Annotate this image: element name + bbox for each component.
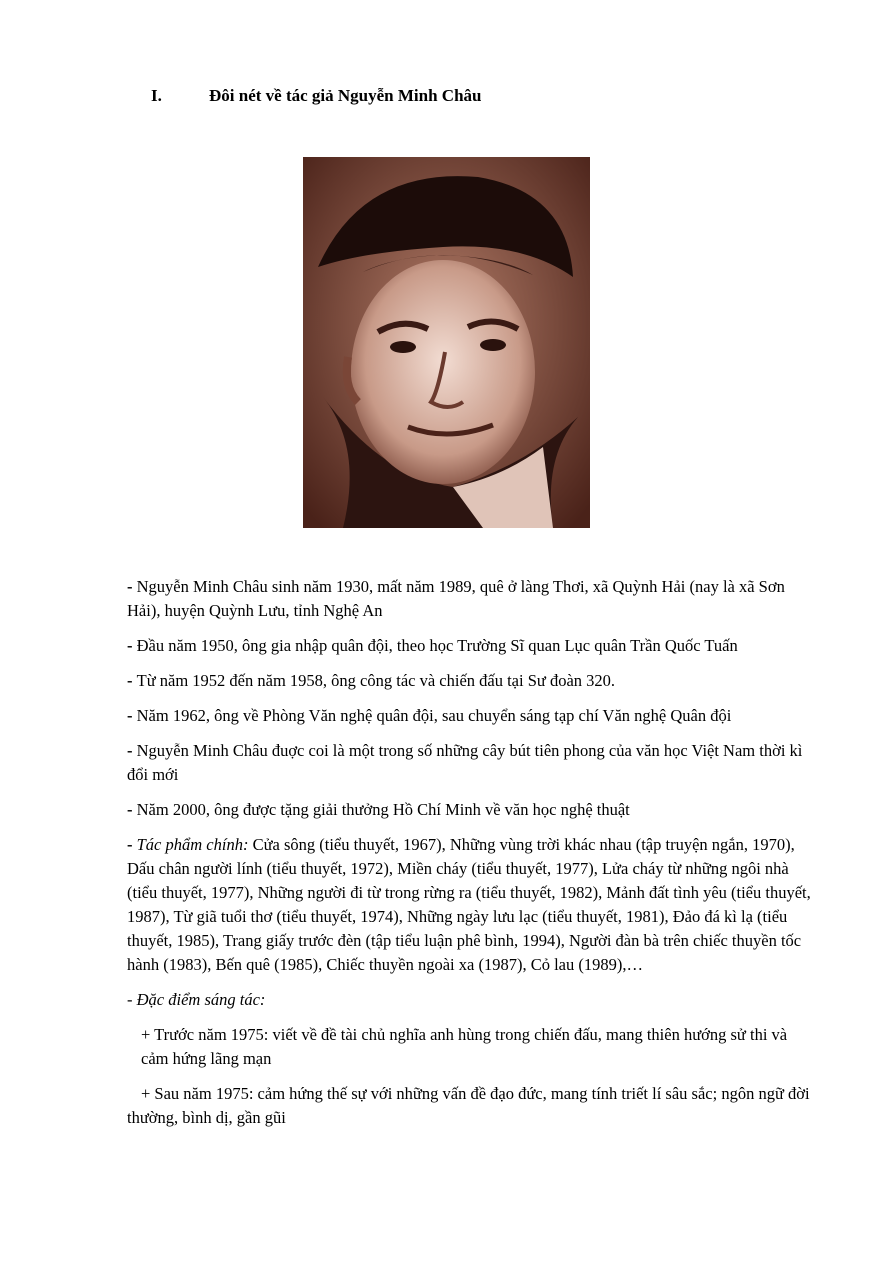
- paragraph-division: - Từ năm 1952 đến năm 1958, ông công tác và chiến đấu tại Sư đoàn 320.: [127, 671, 616, 690]
- paragraph-works: - Tác phẩm chính: Cửa sông (tiểu thuyết, 1967), Những vùng trời khác nhau (tập truyện ngắn, 1970), Dấu chân người lính (tiểu thuyết, 1972), Miền cháy (tiểu thuyết, 1977), Lửa cháy từ những ngôi nhà (tiểu thuyết, 1977), Những người đi từ trong rừng ra (tiểu thuyết, 1982), Mảnh đất tình yêu (tiểu thuyết, 1987), Từ giã tuổi thơ (tiểu thuyết, 1974), Những ngày lưu lạc (tiểu thuyết, 1981), Đảo đá kì lạ (tiểu thuyết, 1985), Trang giấy trước đèn (tập tiểu luận phê bình, 1994), Người đàn bà trên chiếc thuyền tốc hành (1983), Bến quê (1985), Chiếc thuyền ngoài xa (1987), Cỏ lau (1989),…: [127, 835, 811, 974]
- paragraph-army: - Đầu năm 1950, ông gia nhập quân đội, theo học Trường Sĩ quan Lục quân Trần Quốc Tuấn: [127, 636, 738, 655]
- paragraph-birth: - Nguyễn Minh Châu sinh năm 1930, mất năm 1989, quê ở làng Thơi, xã Quỳnh Hải (nay là xã Sơn Hải), huyện Quỳnh Lưu, tỉnh Nghệ An: [127, 577, 785, 620]
- style-label: Đặc điểm sáng tác:: [136, 990, 266, 1009]
- author-portrait-icon: [303, 157, 590, 528]
- works-list: Cửa sông (tiểu thuyết, 1967), Những vùng trời khác nhau (tập truyện ngắn, 1970), Dấu chân người lính (tiểu thuyết, 1972), Miền cháy (tiểu thuyết, 1977), Lửa cháy từ những ngôi nhà (tiểu thuyết, 1977), Những người đi từ trong rừng ra (tiểu thuyết, 1982), Mảnh đất tình yêu (tiểu thuyết, 1987), Từ giã tuổi thơ (tiểu thuyết, 1974), Những ngày lưu lạc (tiểu thuyết, 1981), Đảo đá kì lạ (tiểu thuyết, 1985), Trang giấy trước đèn (tập tiểu luận phê bình, 1994), Người đàn bà trên chiếc thuyền tốc hành (1983), Bến quê (1985), Chiếc thuyền ngoài xa (1987), Cỏ lau (1989),…: [127, 835, 811, 974]
- paragraph-style: - Đặc điểm sáng tác:: [127, 990, 266, 1009]
- paragraph-pioneer: - Nguyễn Minh Châu đuợc coi là một trong số những cây bút tiên phong của văn học Việt Nam thời kì đổi mới: [127, 741, 803, 784]
- paragraph-magazine: - Năm 1962, ông về Phòng Văn nghệ quân đội, sau chuyển sáng tạp chí Văn nghệ Quân đội: [127, 706, 732, 725]
- section-number: I.: [151, 86, 162, 105]
- document-body: [127, 575, 817, 1141]
- works-label: Tác phẩm chính:: [136, 835, 249, 854]
- section-title: Đôi nét về tác giả Nguyễn Minh Châu: [209, 86, 482, 105]
- paragraph-before-1975: + Trước năm 1975: viết về đề tài chủ nghĩa anh hùng trong chiến đấu, mang thiên hướng sử thi và cảm hứng lãng mạn: [141, 1025, 788, 1068]
- paragraph-award: - Năm 2000, ông được tặng giải thưởng Hồ Chí Minh về văn học nghệ thuật: [127, 800, 630, 819]
- paragraph-after-1975: + Sau năm 1975: cảm hứng thế sự với những vấn đề đạo đức, mang tính triết lí sâu sắc; ngôn ngữ đời thường, bình dị, gần gũi: [127, 1084, 810, 1127]
- section-heading: [151, 86, 481, 106]
